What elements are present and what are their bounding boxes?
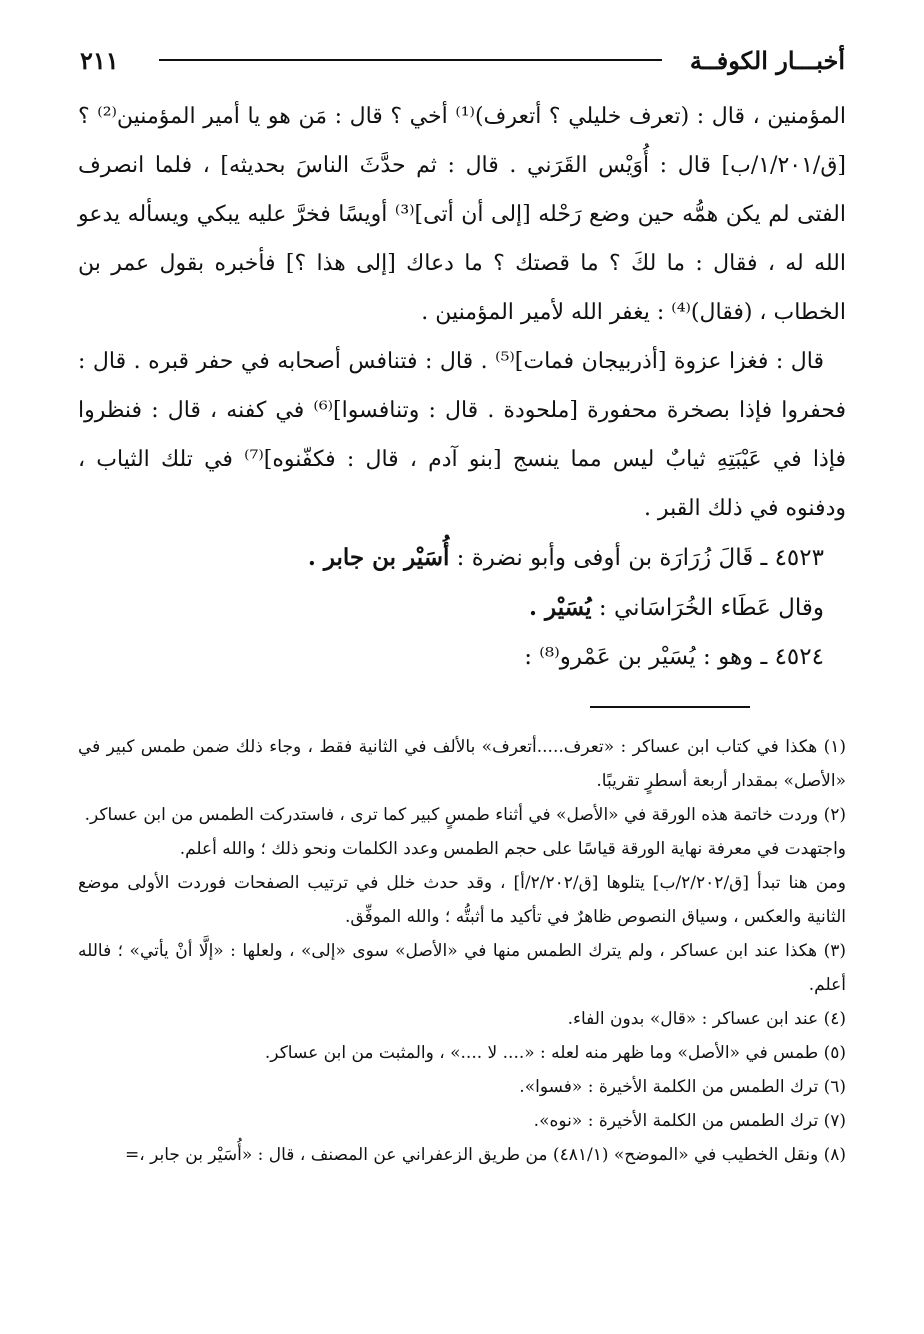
footnote-2-continuation-1: واجتهدت في معرفة نهاية الورقة قياسًا على حجم الطمس وعدد الكلمات ونحو ذلك ؛ والله أعلم. <box>179 839 846 859</box>
paragraph-1: المؤمنين ، قال : (تعرف خليلي ؟ أتعرف)⁽¹⁾ أخي ؟ قال : مَن هو يا أمير المؤمنين⁽²⁾ ؟ [ق/١/٢٠١/ب] قال : أُوَيْس القَرَني . قال : ثم حدَّثَ الناسَ بحديثه] ، فلما انصرف الفتى لم يكن همُّه حين وضع رَحْله [إلى أن أتى]⁽³⁾ أويسًا فخرَّ عليه يبكي ويسأله يدعو الله له ، فقال : ما لكَ ؟ ما قصتك ؟ ما دعاك [إلى هذا ؟] فأخبره بقول عمر بن الخطاب ، (فقال)⁽⁴⁾ : يغفر الله لأمير المؤمنين . <box>78 104 846 325</box>
footnote-1: (١) هكذا في كتاب ابن عساكر : «تعرف.....أتعرف» بالألف في الثانية فقط ، وجاء ذلك ضمن طمس كبير في «الأصل» بمقدار أربعة أسطرٍ تقريبًا. <box>78 737 846 791</box>
footnote-8: (٨) ونقل الخطيب في «الموضح» (٤٨١/١) من طريق الزعفراني عن المصنف ، قال : «أُسَيْر بن جابر ،= <box>124 1145 846 1165</box>
entry-4523-alt-name: يُسَيْر . <box>529 594 592 621</box>
entry-4524-name: يُسَيْر بن عَمْرو⁽⁸⁾ : <box>524 644 696 670</box>
footnote-5: (٥) طمس في «الأصل» وما ظهر منه لعله : «.... لا ....» ، والمثبت من ابن عساكر. <box>264 1043 846 1063</box>
page-header <box>80 40 845 80</box>
footnote-4: (٤) عند ابن عساكر : «قال» بدون الفاء. <box>567 1009 846 1029</box>
paragraph-2: قال : فغزا عزوة [أذربيجان فمات]⁽⁵⁾ . قال : فتنافس أصحابه في حفر قبره . قال : فحفروا فإذا بصخرة محفورة [ملحودة . قال : وتنافسوا]⁽⁶⁾ في كفنه ، قال : فنظروا فإذا في عَيْبَتِهِ ثيابٌ ليس مما ينسج [بنو آدم ، قال : فكفّنوه]⁽⁷⁾ في تلك الثياب ، ودفنوه في ذلك القبر . <box>78 349 846 521</box>
footnotes <box>78 730 846 1172</box>
entry-4524 <box>78 633 846 682</box>
entry-4523-alt <box>78 583 846 633</box>
footnote-3: (٣) هكذا عند ابن عساكر ، ولم يترك الطمس منها في «الأصل» سوى «إلى» ، ولعلها : «إلَّا أنْ يأتي» ؛ فالله أعلم. <box>78 941 846 995</box>
entry-4523 <box>78 533 846 583</box>
entry-4524-prefix: ٤٥٢٤ ـ وهو : <box>695 644 824 670</box>
entry-4523-name: أُسَيْر بن جابر . <box>307 544 450 571</box>
header-rule <box>159 59 662 61</box>
footnote-6: (٦) ترك الطمس من الكلمة الأخيرة : «فسوا». <box>519 1077 846 1097</box>
footnote-2-continuation-2: ومن هنا تبدأ [ق/٢/٢٠٢/ب] يتلوها [ق/٢/٢٠٢/أ] ، وقد حدث خلل في ترتيب الصفحات فوردت الأولى موضع الثانية والعكس ، وسياق النصوص ظاهرٌ في تأكيد ما أثبتُّه ؛ والله الموفِّق. <box>78 873 846 927</box>
main-text <box>78 92 846 682</box>
footnote-2: (٢) وردت خاتمة هذه الورقة في «الأصل» في أثناء طمسٍ كبير كما ترى ، فاستدركت الطمس من ابن عساكر. <box>84 805 846 825</box>
entry-4523-alt-prefix: وقال عَطَاء الخُرَاسَاني : <box>591 595 824 621</box>
footnote-separator <box>590 706 750 708</box>
entry-4523-prefix: ٤٥٢٣ ـ قَالَ زُرَارَة بن أوفى وأبو نضرة : <box>449 545 824 571</box>
page-number: ٢١١ <box>80 45 119 75</box>
footnote-7: (٧) ترك الطمس من الكلمة الأخيرة : «نوه». <box>533 1111 846 1131</box>
running-title: أخبـــار الكوفــة <box>689 45 845 75</box>
